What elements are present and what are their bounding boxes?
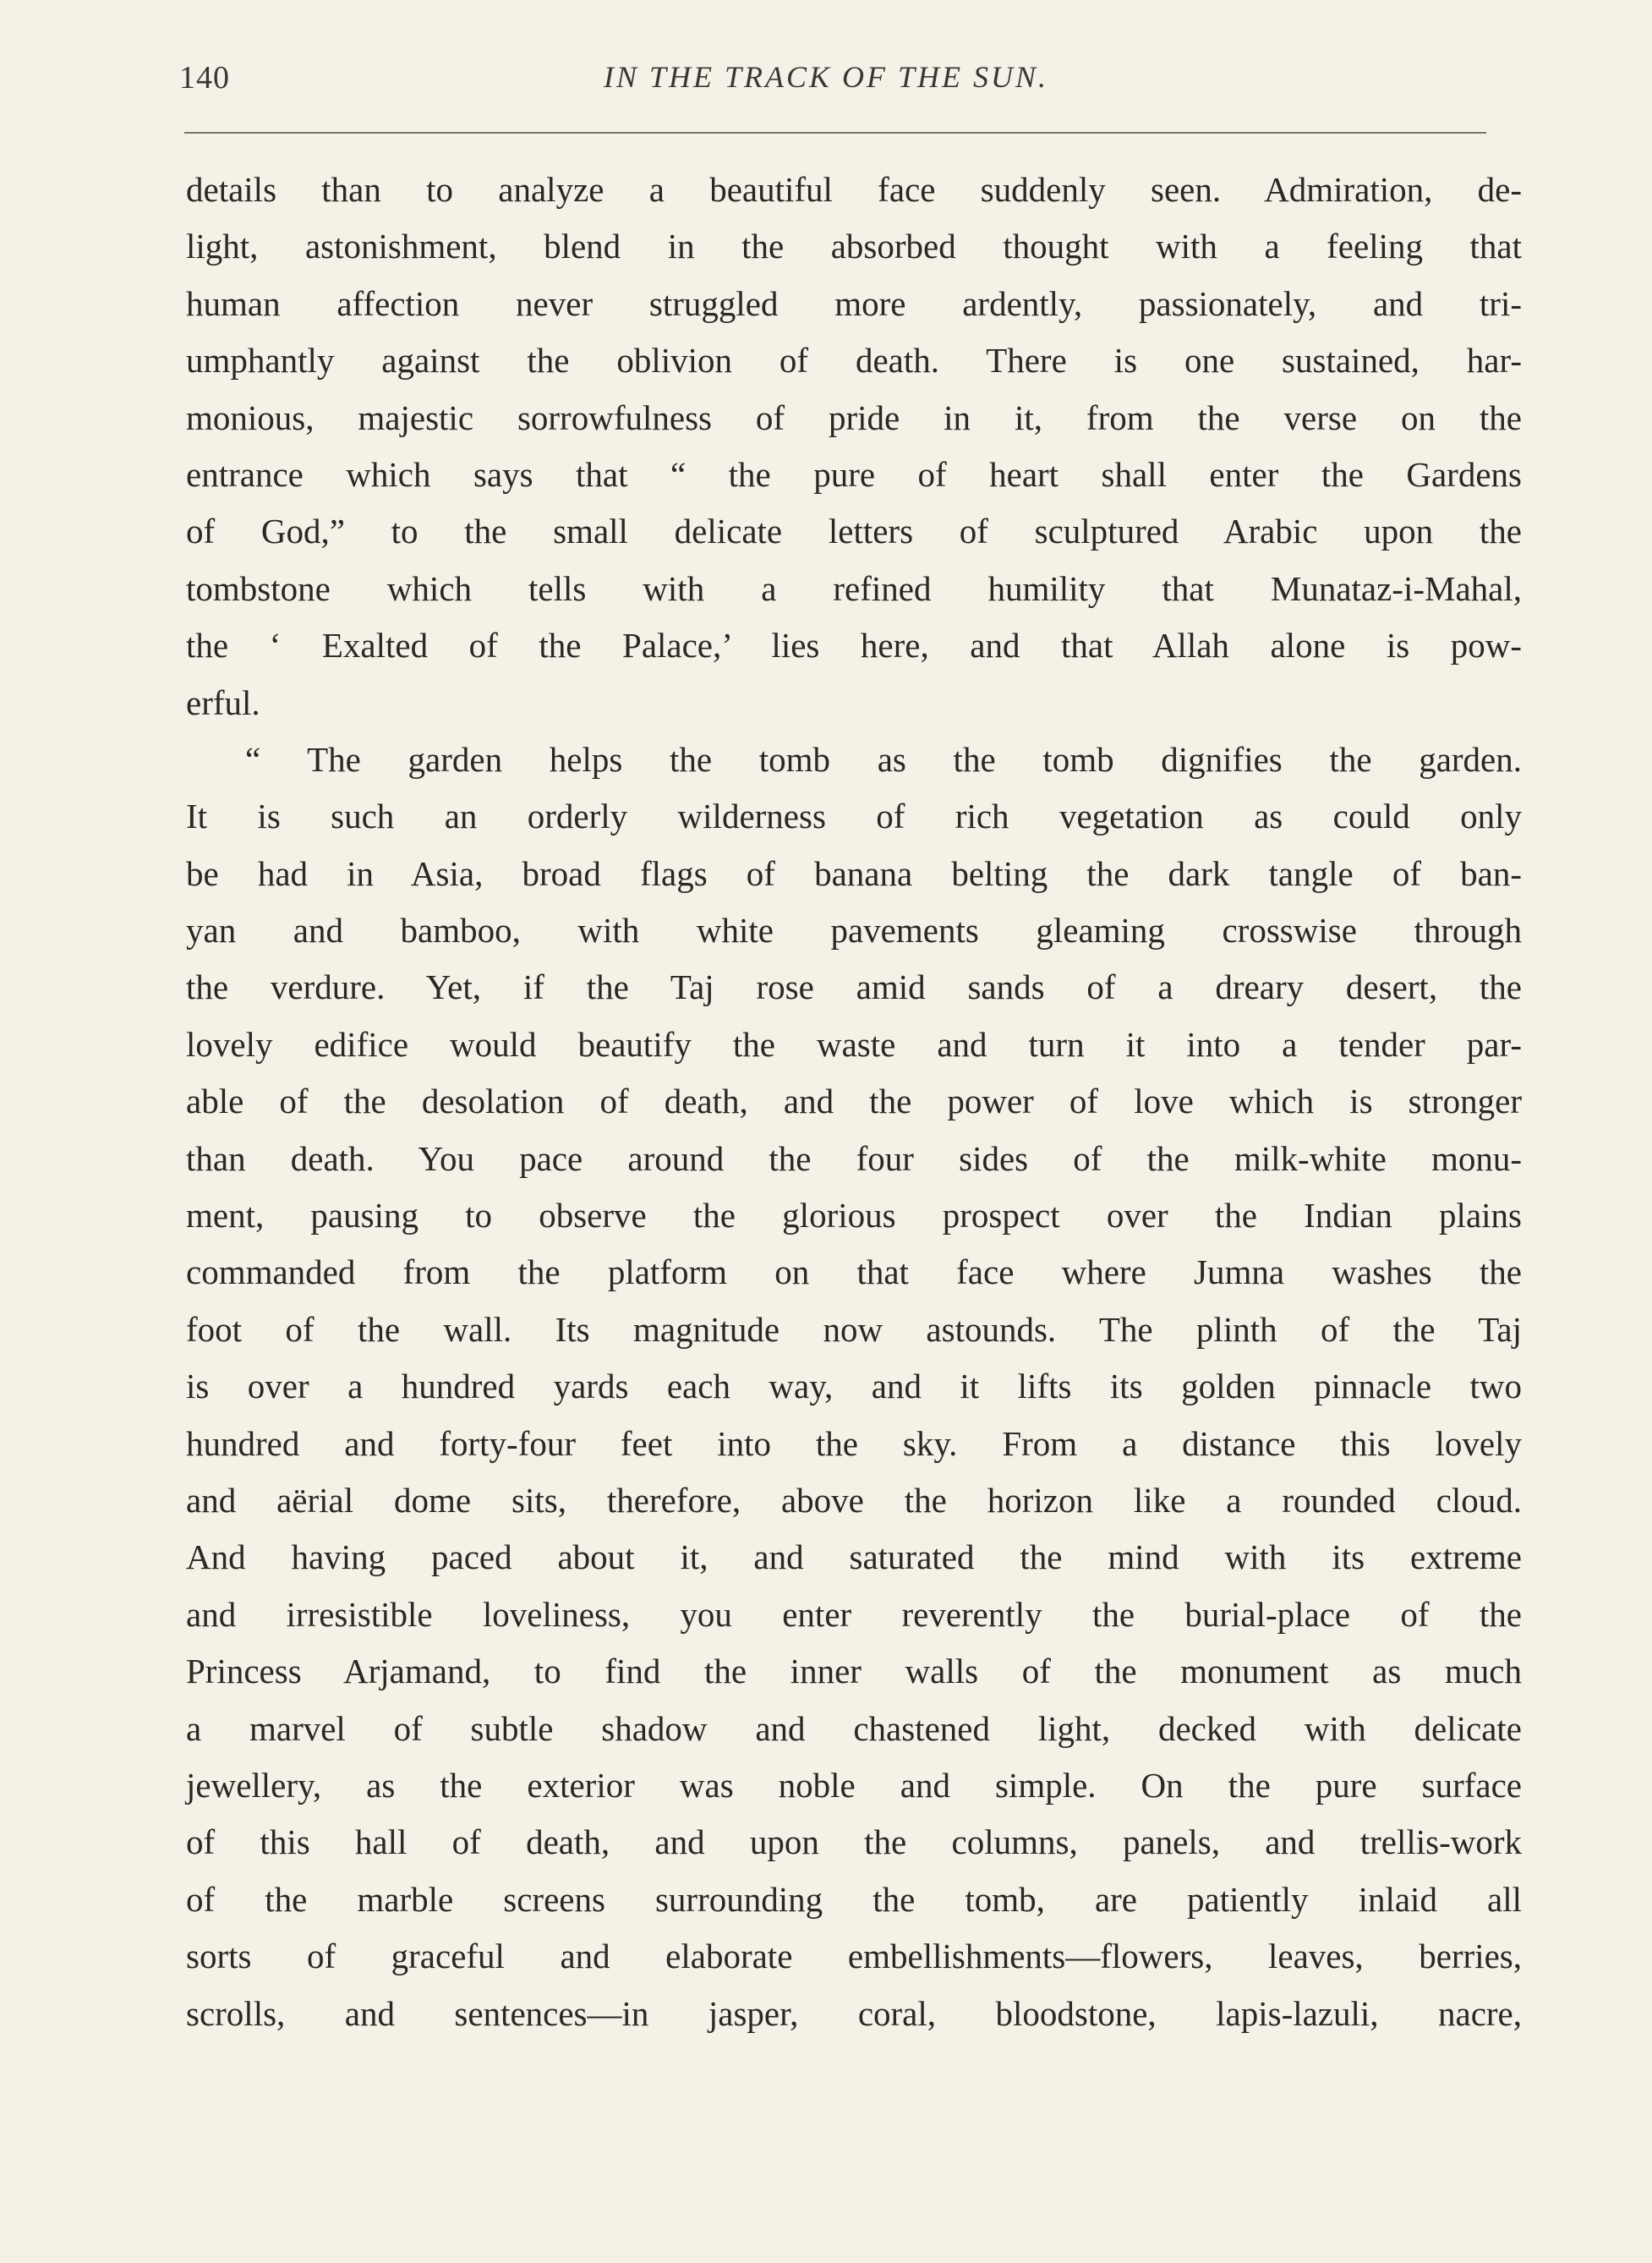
text-line: Princess Arjamand, to find the inner walls of the monument as much [186, 1652, 1522, 1691]
text-line: scrolls, and sentences—in jasper, coral, bloodstone, lapis-lazuli, nacre, [186, 1993, 1522, 2033]
text-line: the ‘ Exalted of the Palace,’ lies here, and that Allah alone is pow- [186, 626, 1522, 666]
text-line: sorts of graceful and elaborate embellishments—flowers, leaves, berries, [186, 1937, 1522, 1976]
text-line: “ The garden helps the tomb as the tomb dignifies the garden. [245, 739, 1522, 779]
text-line: ment, pausing to observe the glorious prospect over the Indian plains [186, 1196, 1522, 1236]
text-line: monious, majestic sorrowfulness of pride in it, from the verse on the [186, 397, 1522, 437]
text-line: human affection never struggled more ardently, passionately, and tri- [186, 283, 1522, 323]
body-text [186, 162, 1522, 2042]
text-line: the verdure. Yet, if the Taj rose amid sands of a dreary desert, the [186, 967, 1522, 1007]
text-line: of God,” to the small delicate letters of sculptured Arabic upon the [186, 512, 1522, 551]
text-line: And having paced about it, and saturated the mind with its extreme [186, 1537, 1522, 1577]
text-line: umphantly against the oblivion of death. There is one sustained, har- [186, 341, 1522, 381]
text-line: than death. You pace around the four sides of the milk-white monu- [186, 1138, 1522, 1178]
text-line: is over a hundred yards each way, and it lifts its golden pinnacle two [186, 1367, 1522, 1406]
text-line: of the marble screens surrounding the tomb, are patiently inlaid all [186, 1879, 1522, 1919]
text-line: jewellery, as the exterior was noble and simple. On the pure surface [186, 1765, 1522, 1805]
text-line: be had in Asia, broad flags of banana belting the dark tangle of ban- [186, 853, 1522, 893]
text-line: and aërial dome sits, therefore, above the horizon like a rounded cloud. [186, 1480, 1522, 1520]
text-line: able of the desolation of death, and the power of love which is stronger [186, 1082, 1522, 1121]
text-line: a marvel of subtle shadow and chastened light, decked with delicate [186, 1708, 1522, 1748]
text-line: commanded from the platform on that face where Jumna washes the [186, 1252, 1522, 1292]
text-line: and irresistible loveliness, you enter reverently the burial-place of the [186, 1594, 1522, 1634]
text-line: entrance which says that “ the pure of heart shall enter the Gardens [186, 454, 1522, 494]
text-line: foot of the wall. Its magnitude now astounds. The plinth of the Taj [186, 1309, 1522, 1349]
text-line: details than to analyze a beautiful face suddenly seen. Admiration, de- [186, 170, 1522, 209]
text-line: yan and bamboo, with white pavements gleaming crosswise through [186, 911, 1522, 951]
text-line: tombstone which tells with a refined humility that Munataz-i-Mahal, [186, 568, 1522, 608]
running-head: IN THE TRACK OF THE SUN. [603, 60, 1049, 94]
text-line: erful. [186, 682, 260, 722]
text-line: hundred and forty-four feet into the sky. From a distance this lovely [186, 1423, 1522, 1463]
text-line: light, astonishment, blend in the absorbed thought with a feeling that [186, 227, 1522, 266]
page-number: 140 [179, 60, 230, 96]
text-line: of this hall of death, and upon the columns, panels, and trellis-work [186, 1822, 1522, 1862]
header-rule [184, 132, 1486, 134]
text-line: It is such an orderly wilderness of rich vegetation as could only [186, 797, 1522, 836]
text-line: lovely edifice would beautify the waste and turn it into a tender par- [186, 1024, 1522, 1064]
